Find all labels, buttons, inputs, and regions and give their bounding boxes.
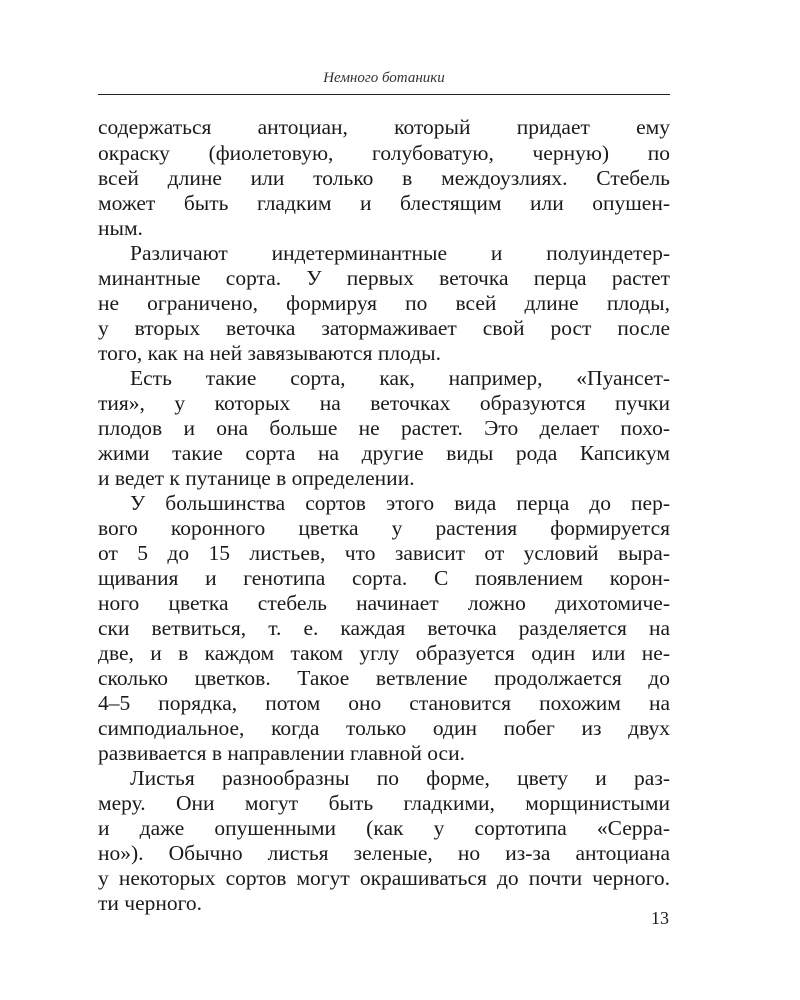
text-line: меру. Они могут быть гладкими, морщинистыми [98, 791, 670, 815]
text-line: две, и в каждом таком углу образуется один или не- [98, 641, 670, 665]
page-number: 13 [651, 908, 669, 928]
text-line: щивания и генотипа сорта. С появлением корон- [98, 566, 670, 590]
text-line: ски ветвиться, т. е. каждая веточка разделяется на [98, 616, 670, 640]
text-line: плодов и она больше не растет. Это делает похо- [98, 416, 670, 440]
text-line: жими такие сорта на другие виды рода Капсикум [98, 441, 670, 465]
text-line: минантные сорта. У первых веточка перца растет [98, 266, 670, 290]
text-line: вого коронного цветка у растения формируется [98, 516, 670, 540]
text-line: того, как на ней завязываются плоды. [98, 341, 441, 365]
text-line: и ведет к путанице в определении. [98, 466, 415, 490]
text-line: ного цветка стебель начинает ложно дихотомиче- [98, 591, 670, 615]
text-line: тия», у которых на веточках образуются пучки [98, 391, 670, 415]
text-line: может быть гладким и блестящим или опушен- [98, 191, 670, 215]
text-line: у вторых веточка затормаживает свой рост после [98, 316, 670, 340]
running-head: Немного ботаники [323, 70, 445, 86]
text-line: у некоторых сортов могут окрашиваться до почти черного. [98, 866, 670, 890]
text-line: но»). Обычно листья зеленые, но из-за антоциана [98, 841, 670, 865]
text-line: всей длине или только в междоузлиях. Стебель [98, 166, 670, 190]
text-line: и даже опушенными (как у сортотипа «Серра- [98, 816, 670, 840]
text-line: Листья разнообразны по форме, цвету и раз- [130, 766, 670, 790]
text-line: ти черного. [98, 891, 203, 915]
text-line: Различают индетерминантные и полуиндетер- [130, 241, 670, 265]
text-line: симподиальное, когда только один побег из двух [98, 716, 670, 740]
text-line: Есть такие сорта, как, например, «Пуансет- [130, 366, 670, 390]
text-line: У большинства сортов этого вида перца до пер- [130, 491, 670, 515]
text-line: сколько цветков. Такое ветвление продолжается до [98, 666, 670, 690]
text-line: не ограничено, формируя по всей длине плоды, [98, 291, 670, 315]
text-line: 4–5 порядка, потом оно становится похожим на [98, 691, 670, 715]
text-line: содержаться антоциан, который придает ему [98, 115, 670, 139]
text-line: развивается в направлении главной оси. [98, 741, 465, 765]
text-line: от 5 до 15 листьев, что зависит от условий выра- [98, 541, 670, 565]
text-line: ным. [98, 216, 143, 240]
text-line: окраску (фиолетовую, голубоватую, черную) по [98, 141, 670, 165]
